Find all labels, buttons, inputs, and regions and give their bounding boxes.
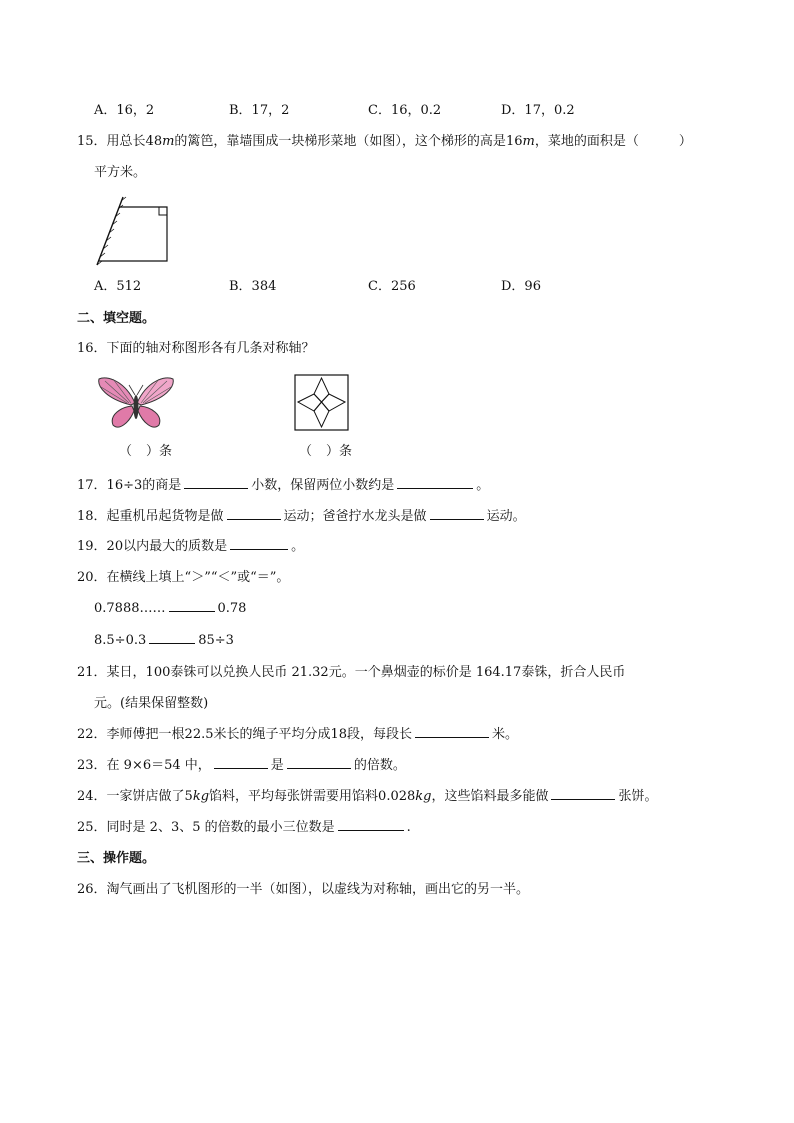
q14-option-a: A．16，2 xyxy=(94,103,155,118)
q14-option-b: B．17，2 xyxy=(229,103,290,118)
q20-row-2: 8.5÷0.3 85÷3 xyxy=(94,633,234,648)
q15-question: 15．用总长48m的篱笆，靠墙围成一块梯形菜地（如图），这个梯形的高是16m，菜地的面积是（ ） xyxy=(77,134,692,149)
q14-option-d: D．17，0.2 xyxy=(501,103,575,118)
q15-option-c: C．256 xyxy=(368,279,416,294)
q19-question: 19．20以内最大的质数是 。 xyxy=(77,539,305,554)
q17-question: 17．16÷3的商是 小数，保留两位小数约是 。 xyxy=(77,478,490,493)
q23-blank-1[interactable] xyxy=(214,756,268,769)
butterfly-figure xyxy=(95,373,177,433)
q22-blank[interactable] xyxy=(415,725,489,738)
q26-question: 26．淘气画出了飞机图形的一半（如图），以虚线为对称轴，画出它的另一半。 xyxy=(77,882,530,897)
diamond-square-figure xyxy=(294,374,350,432)
q18-question: 18．起重机吊起货物是做 运动；爸爸拧水龙头是做 运动。 xyxy=(77,509,526,524)
q18-blank-2[interactable] xyxy=(430,507,484,520)
q22-question: 22．李师傅把一根22.5米长的绳子平均分成18段，每段长 米。 xyxy=(77,727,519,742)
q18-blank-1[interactable] xyxy=(227,507,281,520)
q15-option-b: B．384 xyxy=(229,279,277,294)
q15-option-d: D．96 xyxy=(501,279,541,294)
section-3-heading: 三、操作题。 xyxy=(77,851,156,866)
trapezoid-figure xyxy=(93,193,173,269)
q16-caption-2: （ ）条 xyxy=(299,444,353,459)
q19-blank[interactable] xyxy=(230,537,288,550)
q17-blank-2[interactable] xyxy=(397,476,473,489)
q23-question: 23．在 9×6＝54 中， 是 的倍数。 xyxy=(77,758,406,773)
q20-blank-2[interactable] xyxy=(149,631,195,644)
q24-blank[interactable] xyxy=(551,787,615,800)
q15-option-a: A．512 xyxy=(94,279,142,294)
q20-blank-1[interactable] xyxy=(169,599,215,612)
q23-blank-2[interactable] xyxy=(287,756,351,769)
q15-question-line2: 平方米。 xyxy=(94,165,147,180)
section-2-heading: 二、填空题。 xyxy=(77,311,156,326)
q16-caption-1: （ ）条 xyxy=(119,444,173,459)
q24-question: 24．一家饼店做了5kg馅料，平均每张饼需要用馅料0.028kg，这些馅料最多能做 张饼。 xyxy=(77,789,658,804)
q17-blank-1[interactable] xyxy=(184,476,248,489)
q20-row-1: 0.7888…… 0.78 xyxy=(94,601,247,616)
q25-question: 25．同时是 2、3、5 的倍数的最小三位数是 . xyxy=(77,820,411,835)
q16-question: 16．下面的轴对称图形各有几条对称轴？ xyxy=(77,341,315,356)
q14-option-c: C．16，0.2 xyxy=(368,103,442,118)
q21-question: 21．某日，100泰铢可以兑换人民币 21.32元。一个鼻烟壶的标价是 164.17泰铢，折合人民币 xyxy=(77,665,626,680)
q20-question: 20．在横线上填上“＞”“＜”或“＝”。 xyxy=(77,570,290,585)
q25-blank[interactable] xyxy=(338,818,404,831)
q21-question-line2: 元。(结果保留整数) xyxy=(94,696,209,711)
